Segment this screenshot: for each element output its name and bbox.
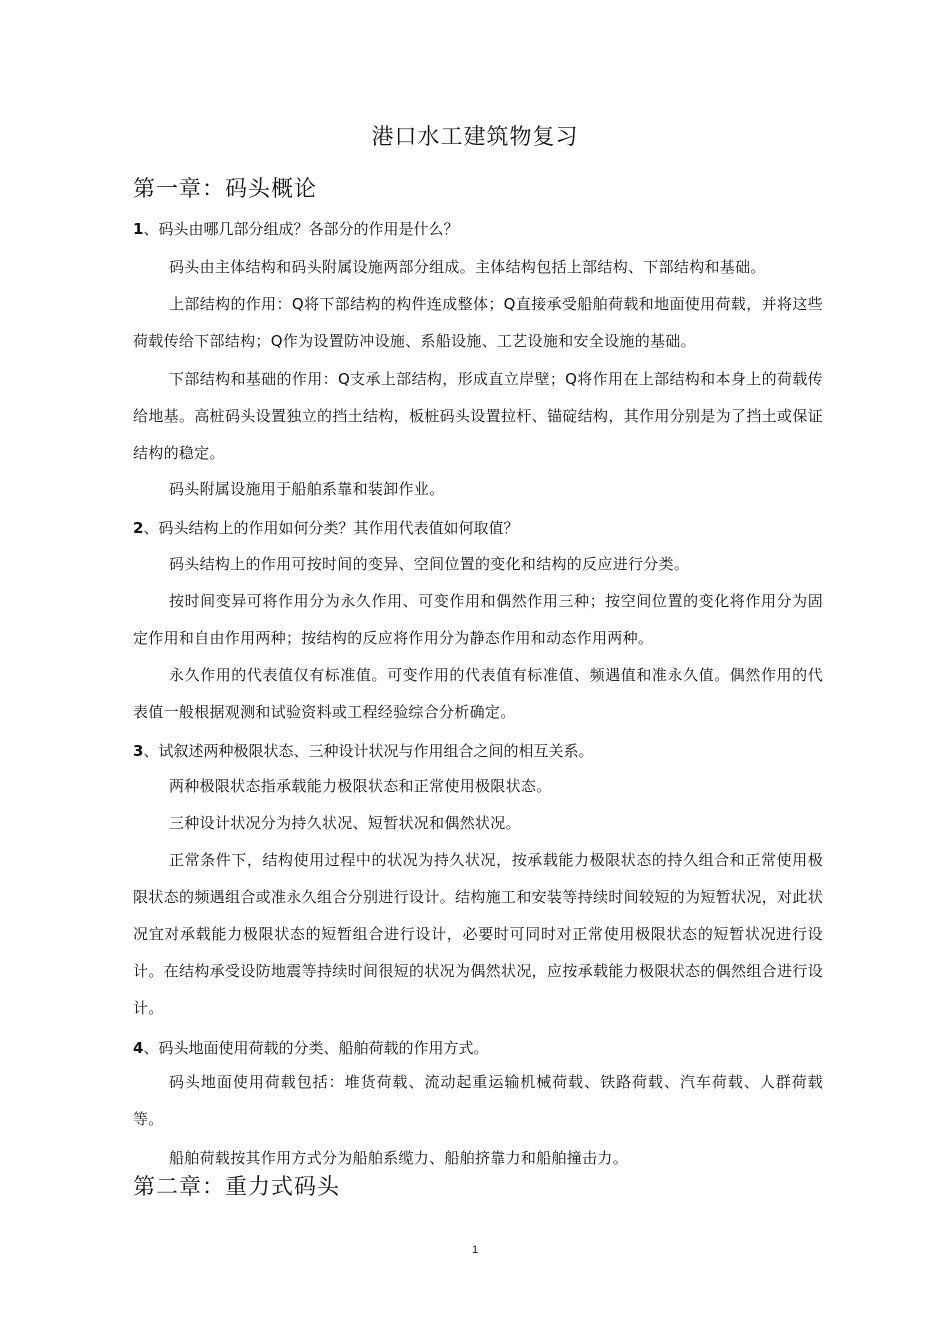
q2-paragraph-1: 码头结构上的作用可按时间的变异、空间位置的变化和结构的反应进行分类。 [169,555,690,573]
question-1 [133,218,833,239]
question-4 [133,1037,833,1058]
q1-paragraph-2: 上部结构的作用：Q将下部结构的构件连成整体；Q直接承受船舶荷载和地面使用荷载，并将这些荷载传给下部结构；Q作为设置防冲设施、系船设施、工艺设施和安全设施的基础。 [133,295,823,350]
chapter-1-heading: 第一章：码头概论 [133,177,318,202]
page-number: 1 [471,1244,479,1256]
q1-paragraph-1: 码头由主体结构和码头附属设施两部分组成。主体结构包括上部结构、下部结构和基础。 [169,258,766,276]
question-1-text: 、码头由哪几部分组成？各部分的作用是什么？ [143,220,459,238]
q1-paragraph-4: 码头附属设施用于船舶系靠和装卸作业。 [169,480,445,498]
q3-paragraph-3: 正常条件下，结构使用过程中的状况为持久状况，按承载能力极限状态的持久组合和正常使用极限状态的频遇组合或准永久组合分别进行设计。结构施工和安装等持续时间较短的为短暂状况，对此状况宜对承载能力极限状态的短暂组合进行设计，必要时可同时对正常使用极限状态的短暂状况进行设计。在结构承受设防地震等持续时间很短的状况为偶然状况，应按承载能力极限状态的偶然组合进行设计。 [133,851,823,1017]
question-2-text: 、码头结构上的作用如何分类？其作用代表值如何取值？ [143,519,519,537]
question-3-number: 3 [133,742,144,760]
q3-paragraph-1: 两种极限状态指承载能力极限状态和正常使用极限状态。 [169,777,552,795]
question-3 [133,740,833,761]
document-title: 港口水工建筑物复习 [371,125,579,150]
question-2-number: 2 [133,519,144,537]
q2-paragraph-3: 永久作用的代表值仅有标准值。可变作用的代表值有标准值、频遇值和准永久值。偶然作用的代表值一般根据观测和试验资料或工程经验综合分析确定。 [133,666,823,721]
question-4-number: 4 [133,1039,144,1057]
question-2 [133,517,833,538]
q2-paragraph-2: 按时间变异可将作用分为永久作用、可变作用和偶然作用三种；按空间位置的变化将作用分为固定作用和自由作用两种；按结构的反应将作用分为静态作用和动态作用两种。 [133,592,823,647]
q3-paragraph-2: 三种设计状况分为持久状况、短暂状况和偶然状况。 [169,814,521,832]
chapter-2-heading: 第二章：重力式码头 [133,1175,341,1200]
question-3-text: 、试叙述两种极限状态、三种设计状况与作用组合之间的相互关系。 [143,742,594,760]
q4-paragraph-2: 船舶荷载按其作用方式分为船舶系缆力、船舶挤靠力和船舶撞击力。 [169,1149,629,1167]
q1-paragraph-3: 下部结构和基础的作用：Q支承上部结构，形成直立岸壁；Q将作用在上部结构和本身上的荷载传给地基。高桩码头设置独立的挡土结构，板桩码头设置拉杆、锚碇结构，其作用分别是为了挡土或保证结构的稳定。 [133,370,823,462]
question-4-text: 、码头地面使用荷载的分类、船舶荷载的作用方式。 [143,1039,489,1057]
question-1-number: 1 [133,220,144,238]
q4-paragraph-1: 码头地面使用荷载包括：堆货荷载、流动起重运输机械荷载、铁路荷载、汽车荷载、人群荷载等。 [133,1073,823,1128]
